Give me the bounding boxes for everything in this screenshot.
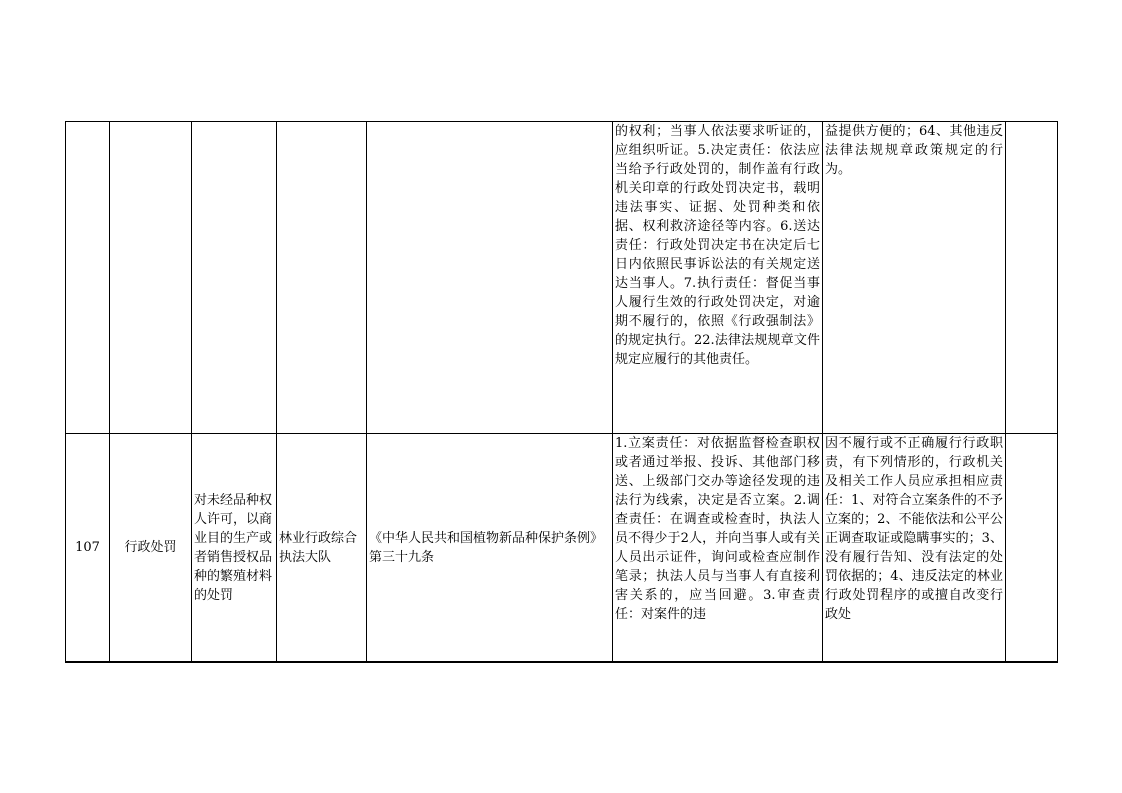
power-list-table xyxy=(65,121,1058,663)
table-row xyxy=(66,122,1058,434)
category-cell xyxy=(110,122,192,434)
remark-cell xyxy=(1006,434,1058,663)
basis-cell: 《中华人民共和国植物新品种保护条例》第三十九条 xyxy=(367,434,613,663)
remark-cell xyxy=(1006,122,1058,434)
item-cell xyxy=(192,122,277,434)
responsibility-cell: 1.立案责任：对依据监督检查职权或者通过举报、投诉、其他部门移送、上级部门交办等途径发现的违法行为线索，决定是否立案。2.调查责任：在调查或检查时，执法人员不得少于2人，并向当事人或有关人员出示证件，询问或检查应制作笔录；执法人员与当事人有直接利害关系的，应当回避。3.审查责任：对案件的违 xyxy=(613,434,823,663)
accountability-cell: 益提供方便的；64、其他违反法律法规规章政策规定的行为。 xyxy=(823,122,1006,434)
accountability-cell: 因不履行或不正确履行行政职责，有下列情形的，行政机关及相关工作人员应承担相应责任：1、对符合立案条件的不予立案的；2、不能依法和公平公正调查取证或隐瞒事实的；3、没有履行告知、没有法定的处罚依据的；4、违反法定的林业行政处罚程序的或擅自改变行政处 xyxy=(823,434,1006,663)
seq-cell xyxy=(66,122,110,434)
department-cell: 林业行政综合执法大队 xyxy=(277,434,367,663)
item-cell: 对未经品种权人许可，以商业目的生产或者销售授权品种的繁殖材料的处罚 xyxy=(192,434,277,663)
department-cell xyxy=(277,122,367,434)
basis-cell xyxy=(367,122,613,434)
responsibility-cell: 的权利；当事人依法要求听证的，应组织听证。5.决定责任：依法应当给予行政处罚的，制作盖有行政机关印章的行政处罚决定书，载明违法事实、证据、处罚种类和依据、权利救济途径等内容。6.送达责任：行政处罚决定书在决定后七日内依照民事诉讼法的有关规定送达当事人。7.执行责任：督促当事人履行生效的行政处罚决定，对逾期不履行的，依照《行政强制法》的规定执行。22.法律法规规章文件规定应履行的其他责任。 xyxy=(613,122,823,434)
category-cell: 行政处罚 xyxy=(110,434,192,663)
table-row xyxy=(66,434,1058,663)
seq-cell: 107 xyxy=(66,434,110,663)
